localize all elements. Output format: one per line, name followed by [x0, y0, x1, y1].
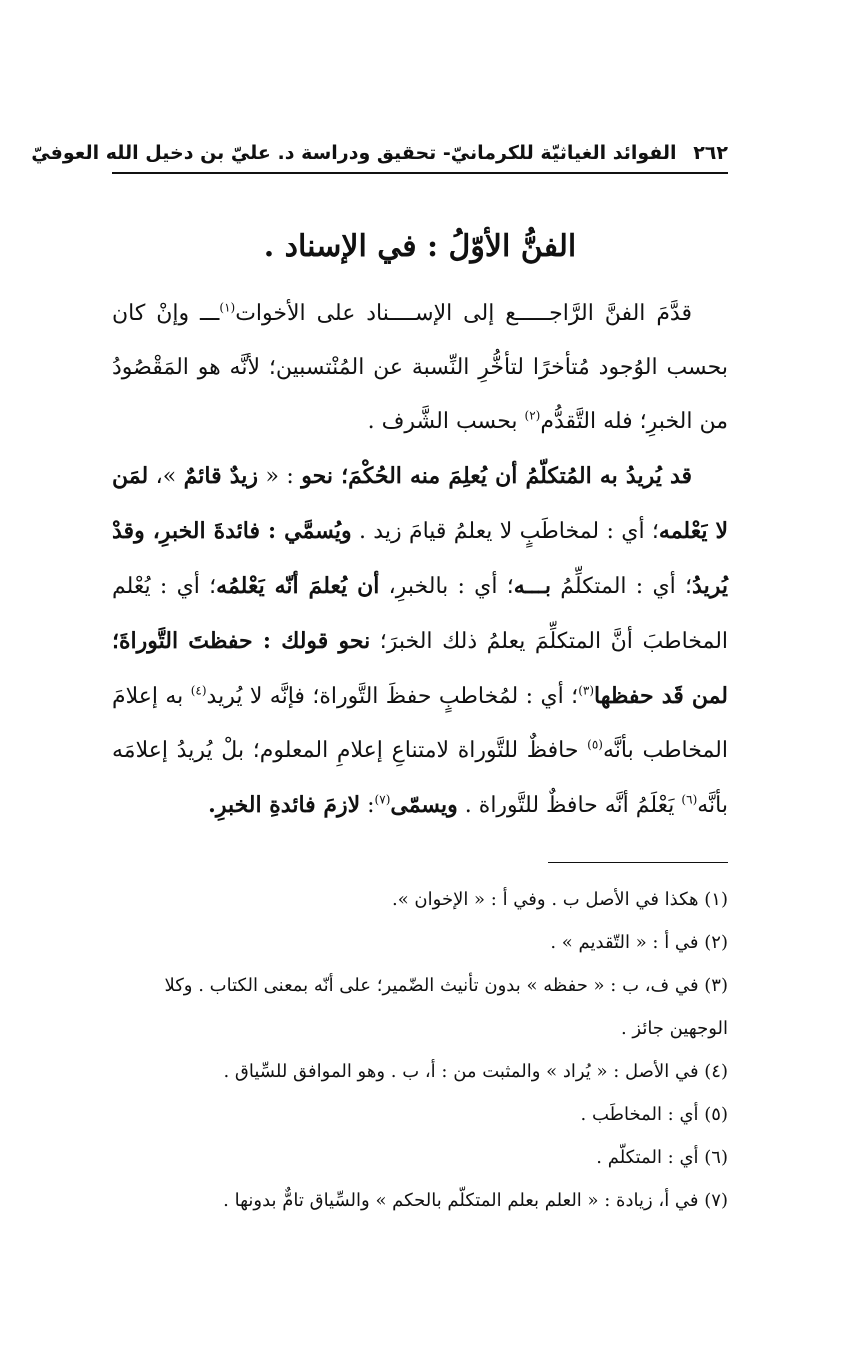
footnote-7: (٧) في أ، زيادة : « العلم بعلم المتكلّم بالحكم » والسِّياق تامٌّ بدونها . — [223, 1190, 728, 1211]
running-header — [31, 138, 728, 168]
running-title: الفوائد الغياثيّة للكرمانيّ- تحقيق ودراسة د. عليّ بن دخيل الله العوفيّ — [31, 142, 677, 164]
page-number: ٢٦٢ — [693, 142, 728, 164]
footnote-4: (٤) في الأصل : « يُراد » والمثبت من : أ، ب . وهو الموافق للسِّياق . — [223, 1061, 728, 1082]
text-run: ؛ أي : بالخبرِ، — [379, 574, 514, 599]
matn-text: لازمَ فائدةِ الخبرِ. — [208, 792, 361, 818]
text-run: قدَّمَ الفنَّ الرَّاجـــــع إلى الإســــناد على الأخوات — [235, 301, 692, 326]
footnote-6: (٦) أي : المتكلّم . — [596, 1147, 728, 1168]
text-run: ؛ أي : المتكلِّمُ — [551, 574, 693, 599]
matn-text: لمَن لا يَعْلمه — [112, 463, 729, 544]
text-run: ؛ أي : لمخاطَبٍ لا يعلمُ قيامَ زيد . — [351, 519, 659, 544]
matn-text: زيدٌ قائمٌ — [183, 463, 259, 489]
footnote-rule — [548, 862, 728, 863]
main-text — [112, 287, 728, 833]
footnote-ref-5: (٥) — [587, 737, 603, 752]
text-run: بحسب الشَّرف . — [367, 409, 525, 434]
paragraph-2 — [112, 449, 728, 833]
footnote-1: (١) هكذا في الأصل ب . وفي أ : « الإخوان ». — [391, 889, 728, 910]
matn-text: بـــه — [513, 573, 552, 599]
text-run: ـــ وإنْ كان بحسب الوُجود مُتأخرًا لتأخُّرِ النِّسبة عن المُنْتسبين؛ لأنَّه هو المَقْصُودُ من الخبرِ؛ فله التَّقدُّم — [112, 301, 728, 434]
text-run: »، — [148, 464, 184, 489]
matn-text: ويسمّى — [390, 792, 458, 818]
paragraph-1 — [112, 287, 728, 449]
footnote-ref-2: (٢) — [524, 408, 541, 423]
text-run: به إعلامَ المخاطب بأنَّه — [112, 684, 728, 763]
matn-text: ويُسمَّي : فائدةَ الخبرِ، وقدْ يُريدُ — [112, 518, 728, 599]
text-run: ؛ أي : يُعْلم المخاطبَ أنَّ المتكلِّمَ يعلمُ ذلك الخبرَ؛ — [112, 574, 729, 654]
text-run: حافظٌ للتَّوراة لامتناعِ إعلامِ المعلوم؛ بلْ يُريدُ إعلامَه بأنَّه — [112, 738, 728, 818]
footnote-2: (٢) في أ : « التّقديم » . — [550, 932, 728, 953]
footnote-ref-3: (٣) — [578, 683, 595, 698]
footnote-ref-1: (١) — [219, 300, 236, 315]
footnote-3: (٣) في ف، ب : « حفظه » بدون تأنيث الضّمير؛ على أنّه بمعنى الكتاب . وكلا الوجهين جائز . — [164, 975, 728, 1039]
text-run: : — [360, 793, 375, 818]
section-title: الفنُّ الأوّلُ : في الإسناد . — [263, 229, 577, 264]
matn-text: قد يُريدُ به المُتكلّمُ أن يُعلِمَ منه الحُكْمَ؛ نحو — [301, 463, 693, 489]
footnote-ref-7: (٧) — [374, 792, 391, 807]
text-run: : « — [258, 464, 302, 489]
footnote-5: (٥) أي : المخاطَب . — [580, 1104, 728, 1125]
footnote-ref-6: (٦) — [681, 792, 698, 807]
matn-text: أن يُعلمَ أنّه يَعْلمُه — [216, 573, 380, 599]
header-rule — [112, 172, 728, 174]
text-run: ؛ أي : لمُخاطبٍ حفظَ التَّوراة؛ فإنَّه لا يُريد — [206, 684, 579, 709]
text-run: يَعْلَمُ أنَّه حافظٌ للتَّوراة . — [457, 793, 682, 818]
footnote-ref-4: (٤) — [190, 683, 207, 698]
footnotes — [112, 878, 728, 1222]
matn-text: نحو قولك : حفظتَ التَّوراةَ؛ لمن قَد حفظها — [112, 628, 728, 709]
